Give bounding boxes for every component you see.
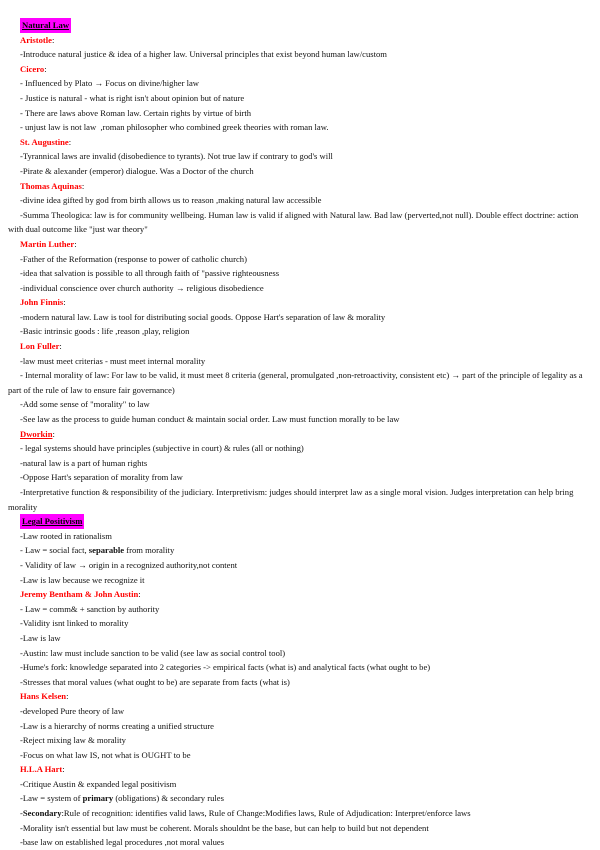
heading-legal-positivism: Legal Positivism: [8, 514, 592, 529]
note-line: -See law as the process to guide human conduct & maintain social order. Law must function morally to be law: [20, 414, 400, 425]
note-line: -Basic intrinsic goods : life ,reason ,play, religion: [20, 326, 190, 337]
note-line: - Influenced by Plato → Focus on divine/higher law: [20, 78, 200, 89]
note-line: -Law is a hierarchy of norms creating a unified structure: [20, 720, 214, 731]
author-cicero: Cicero:: [20, 63, 47, 74]
note-line: -Stresses that moral values (what ought to be) are separate from facts (what is): [20, 676, 290, 687]
note-line: -Introduce natural justice & idea of a higher law. Universal principles that exist beyond human law/custom: [20, 49, 387, 60]
note-line: -Critique Austin & expanded legal positivism: [20, 778, 177, 789]
note-line: -Secondary:Rule of recognition: identifies valid laws, Rule of Change:Modifies laws, Rule of Adjudication: Interpret/enforce laws: [20, 808, 471, 819]
note-line: - Internal morality of law: For law to be valid, it must meet 8 criteria (general, promulgated ,non-retroactivity, consistent etc) → part of the principle of legality as a part of the rule of law to ensure fair governance): [8, 370, 585, 395]
note-line: -Add some sense of "morality" to law: [20, 399, 150, 410]
note-line: -modern natural law. Law is tool for distributing social goods. Oppose Hart's separation of law & morality: [20, 311, 386, 322]
note-line: -developed Pure theory of law: [20, 705, 125, 716]
note-line: -Oppose Hart's separation of morality from law: [20, 472, 183, 483]
note-line: -Law = system of primary (obligations) & secondary rules: [20, 793, 224, 804]
author-aristotle: Aristotle:: [20, 34, 55, 45]
author-bentham-austin: Jeremy Bentham & John Austin:: [20, 589, 141, 600]
note-line: - Justice is natural - what is right isn't about opinion but of nature: [20, 92, 245, 103]
note-line: -Law is law: [20, 632, 61, 643]
note-line: -Tyrannical laws are invalid (disobedience to tyrants). Not true law if contrary to god's will: [20, 151, 333, 162]
author-martin-luther: Martin Luther:: [20, 238, 77, 249]
author-thomas-aquinas: Thomas Aquinas:: [20, 180, 85, 191]
note-line: -Hume's fork: knowledge separated into 2 categories -> empirical facts (what is) and analytical facts (what ought to be): [20, 662, 431, 673]
note-line: - Law = social fact, separable from morality: [20, 545, 175, 556]
heading-natural-law: Natural Law: [8, 18, 592, 33]
note-line: - legal systems should have principles (subjective in court) & rules (all or nothing): [20, 443, 304, 454]
note-line: -Austin: law must include sanction to be valid (see law as social control tool): [20, 647, 286, 658]
note-line: -Validity isnt linked to morality: [20, 618, 129, 629]
note-line: - There are laws above Roman law. Certain rights by virtue of birth: [20, 107, 252, 118]
note-line: -Morality isn't essential but law must be coherent. Morals shouldnt be the base, but can help to build but not dependent: [20, 822, 429, 833]
note-line: -law must meet criterias - must meet internal morality: [20, 355, 206, 366]
note-line: - Law = comm& + sanction by authority: [20, 603, 160, 614]
note-line: -Interpretative function & responsibility of the judiciary. Interpretivism: judges should interpret law as a single moral vision. Judges interpretation can help bring morality: [8, 487, 576, 512]
author-hla-hart: H.L.A Hart:: [20, 764, 65, 775]
note-line: - Validity of law → origin in a recognized authority,not content: [20, 559, 238, 570]
note-line: -divine idea gifted by god from birth allows us to reason ,making natural law accessible: [20, 195, 322, 206]
note-line: -natural law is a part of human rights: [20, 457, 148, 468]
author-st-augustine: St. Augustine:: [20, 136, 72, 147]
author-john-finnis: John Finnis:: [20, 297, 66, 308]
note-line: - unjust law is not law ,roman philosopher who combined greek theories with roman law.: [20, 122, 329, 133]
note-line: -Law rooted in rationalism: [20, 530, 112, 541]
note-line: -Reject mixing law & morality: [20, 735, 126, 746]
note-line: -base law on established legal procedures ,not moral values: [20, 837, 225, 848]
author-dworkin: Dworkin:: [20, 428, 55, 439]
note-line: -individual conscience over church authority → religious disobedience: [20, 282, 264, 293]
note-line: -Focus on what law IS, not what is OUGHT to be: [20, 749, 191, 760]
note-line: -Law is law because we recognize it: [20, 574, 145, 585]
author-hans-kelsen: Hans Kelsen:: [20, 691, 69, 702]
author-lon-fuller: Lon Fuller:: [20, 341, 62, 352]
note-line: -idea that salvation is possible to all through faith of "passive righteousness: [20, 268, 280, 279]
note-line: -Pirate & alexander (emperor) dialogue. Was a Doctor of the church: [20, 165, 254, 176]
note-line: -Father of the Reformation (response to power of catholic church): [20, 253, 247, 264]
note-line: -Summa Theologica: law is for community wellbeing. Human law is valid if aligned with Natural law. Bad law (perverted,not null). Double effect doctrine: action with dual outcome like "just war theory": [8, 209, 581, 235]
